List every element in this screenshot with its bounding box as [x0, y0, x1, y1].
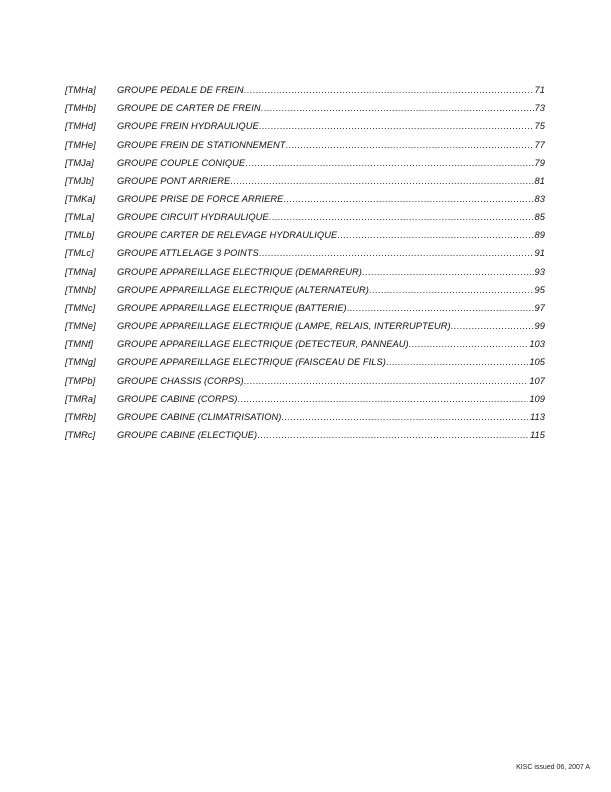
toc-entry-page: 99	[534, 321, 545, 332]
toc-entry-title-wrap	[117, 394, 528, 404]
toc-entry[interactable]	[65, 390, 545, 408]
toc-entry[interactable]	[65, 244, 545, 262]
toc-dot-leader	[369, 285, 534, 295]
toc-entry-title: GROUPE APPAREILLAGE ELECTRIQUE (DEMARREUR)	[117, 266, 362, 277]
toc-entry[interactable]	[65, 408, 545, 426]
toc-entry[interactable]	[65, 372, 545, 390]
table-of-contents	[65, 81, 545, 444]
toc-dot-leader	[244, 376, 529, 386]
toc-dot-leader	[285, 140, 533, 150]
toc-dot-leader	[409, 339, 529, 349]
toc-dot-leader	[347, 303, 534, 313]
toc-dot-leader	[259, 248, 534, 258]
toc-entry-code: [TMRb]	[65, 411, 96, 422]
toc-entry-page: 93	[534, 266, 545, 277]
toc-entry-title: GROUPE CHASSIS (CORPS)	[117, 375, 244, 386]
toc-entry-title: GROUPE FREIN HYDRAULIQUE	[117, 121, 259, 132]
toc-entry-title: GROUPE DE CARTER DE FREIN	[117, 103, 261, 114]
toc-entry-title-wrap	[117, 412, 529, 422]
toc-entry[interactable]	[65, 426, 545, 444]
toc-entry[interactable]	[65, 208, 545, 226]
toc-entry-code: [TMPb]	[65, 375, 96, 386]
toc-entry-title-wrap	[117, 303, 534, 313]
toc-entry-title-wrap	[117, 321, 534, 331]
toc-entry-title-wrap	[117, 230, 534, 240]
toc-entry-page: 85	[534, 212, 545, 223]
toc-entry-page: 81	[534, 175, 545, 186]
toc-entry-title: GROUPE APPAREILLAGE ELECTRIQUE (DETECTEUR, PANNEAU)	[117, 339, 409, 350]
toc-dot-leader	[257, 430, 529, 440]
toc-entry[interactable]	[65, 335, 545, 353]
toc-entry-code: [TMHa]	[65, 85, 96, 96]
toc-entry[interactable]	[65, 154, 545, 172]
toc-entry[interactable]	[65, 281, 545, 299]
toc-entry-title: GROUPE APPAREILLAGE ELECTRIQUE (FAISCEAU DE FILS)	[117, 357, 386, 368]
toc-entry-title-wrap	[117, 267, 534, 277]
toc-entry-code: [TMJb]	[65, 175, 94, 186]
toc-entry[interactable]	[65, 99, 545, 117]
toc-entry[interactable]	[65, 117, 545, 135]
toc-dot-leader	[281, 412, 529, 422]
toc-entry-code: [TMJa]	[65, 157, 94, 168]
toc-entry-title-wrap	[117, 158, 534, 168]
toc-entry-title: GROUPE PRISE DE FORCE ARRIERE	[117, 194, 284, 205]
toc-dot-leader	[283, 194, 533, 204]
toc-dot-leader	[259, 121, 534, 131]
toc-dot-leader	[244, 85, 534, 95]
toc-entry-page: 79	[534, 157, 545, 168]
toc-entry-page: 109	[529, 393, 545, 404]
toc-entry-code: [TMNg]	[65, 357, 96, 368]
toc-entry-code: [TMKa]	[65, 194, 96, 205]
toc-entry-page: 73	[534, 103, 545, 114]
toc-entry[interactable]	[65, 263, 545, 281]
toc-entry[interactable]	[65, 299, 545, 317]
toc-dot-leader	[245, 158, 533, 168]
toc-entry-title: GROUPE CARTER DE RELEVAGE HYDRAULIQUE	[117, 230, 338, 241]
toc-entry-code: [TMRc]	[65, 430, 96, 441]
toc-dot-leader	[362, 267, 534, 277]
toc-entry-page: 103	[529, 339, 545, 350]
toc-entry-title-wrap	[117, 103, 534, 113]
toc-entry-title-wrap	[117, 85, 534, 95]
toc-entry-code: [TMNf]	[65, 339, 94, 350]
toc-entry-page: 83	[534, 194, 545, 205]
toc-entry-title: GROUPE ATTLELAGE 3 POINTS	[117, 248, 259, 259]
toc-entry-title: GROUPE CABINE (ELECTIQUE)	[117, 430, 258, 441]
toc-entry-page: 95	[534, 284, 545, 295]
toc-dot-leader	[261, 103, 534, 113]
toc-dot-leader	[337, 230, 533, 240]
toc-entry-code: [TMHb]	[65, 103, 96, 114]
toc-dot-leader	[451, 321, 534, 331]
toc-entry-code: [TMHd]	[65, 121, 96, 132]
toc-entry-title: GROUPE CABINE (CORPS)	[117, 393, 238, 404]
toc-entry-title-wrap	[117, 212, 534, 222]
toc-entry-code: [TMNe]	[65, 321, 96, 332]
toc-entry-title: GROUPE PONT ARRIERE	[117, 175, 231, 186]
toc-entry-page: 115	[530, 430, 545, 441]
toc-entry-code: [TMNb]	[65, 284, 96, 295]
toc-entry-title: GROUPE APPAREILLAGE ELECTRIQUE (LAMPE, RELAIS, INTERRUPTEUR)	[117, 321, 451, 332]
toc-entry-code: [TMLc]	[65, 248, 94, 259]
toc-entry-title: GROUPE APPAREILLAGE ELECTRIQUE (BATTERIE)	[117, 302, 347, 313]
toc-entry-page: 107	[529, 375, 545, 386]
toc-entry-code: [TMNa]	[65, 266, 96, 277]
toc-entry-page: 77	[534, 139, 545, 150]
toc-entry-title: GROUPE FREIN DE STATIONNEMENT	[117, 139, 286, 150]
toc-entry-code: [TMRa]	[65, 393, 96, 404]
toc-entry-title-wrap	[117, 357, 528, 367]
toc-entry[interactable]	[65, 226, 545, 244]
toc-entry-code: [TMLb]	[65, 230, 95, 241]
toc-entry-title-wrap	[117, 121, 534, 131]
issue-footer: KISC issued 06, 2007 A	[516, 764, 590, 771]
toc-entry-page: 71	[534, 85, 545, 96]
toc-dot-leader	[237, 394, 528, 404]
toc-entry-page: 113	[530, 411, 545, 422]
toc-entry-title-wrap	[117, 248, 534, 258]
toc-entry-page: 105	[529, 357, 545, 368]
toc-entry-title-wrap	[117, 430, 529, 440]
toc-entry-code: [TMLa]	[65, 212, 95, 223]
toc-dot-leader	[230, 176, 533, 186]
toc-entry-title-wrap	[117, 194, 534, 204]
toc-entry-code: [TMNc]	[65, 302, 96, 313]
toc-entry[interactable]	[65, 81, 545, 99]
toc-entry-title-wrap	[117, 339, 528, 349]
toc-entry-title-wrap	[117, 140, 534, 150]
toc-entry-page: 75	[534, 121, 545, 132]
toc-entry-title: GROUPE COUPLE CONIQUE	[117, 157, 246, 168]
toc-entry[interactable]	[65, 172, 545, 190]
toc-entry-page: 89	[534, 230, 545, 241]
toc-entry-page: 91	[534, 248, 545, 259]
toc-dot-leader	[269, 212, 534, 222]
toc-entry-title-wrap	[117, 176, 534, 186]
toc-entry[interactable]	[65, 317, 545, 335]
toc-entry-title: GROUPE APPAREILLAGE ELECTRIQUE (ALTERNATEUR)	[117, 284, 369, 295]
toc-entry[interactable]	[65, 190, 545, 208]
toc-entry-title-wrap	[117, 285, 534, 295]
toc-entry-title: GROUPE CABINE (CLIMATRISATION)	[117, 411, 282, 422]
toc-entry-title-wrap	[117, 376, 528, 386]
toc-entry-code: [TMHe]	[65, 139, 96, 150]
toc-entry-title: GROUPE CIRCUIT HYDRAULIQUE	[117, 212, 269, 223]
toc-entry-page: 97	[534, 302, 545, 313]
toc-entry[interactable]	[65, 353, 545, 371]
toc-entry[interactable]	[65, 135, 545, 153]
toc-dot-leader	[386, 357, 528, 367]
toc-entry-title: GROUPE PEDALE DE FREIN	[117, 85, 244, 96]
